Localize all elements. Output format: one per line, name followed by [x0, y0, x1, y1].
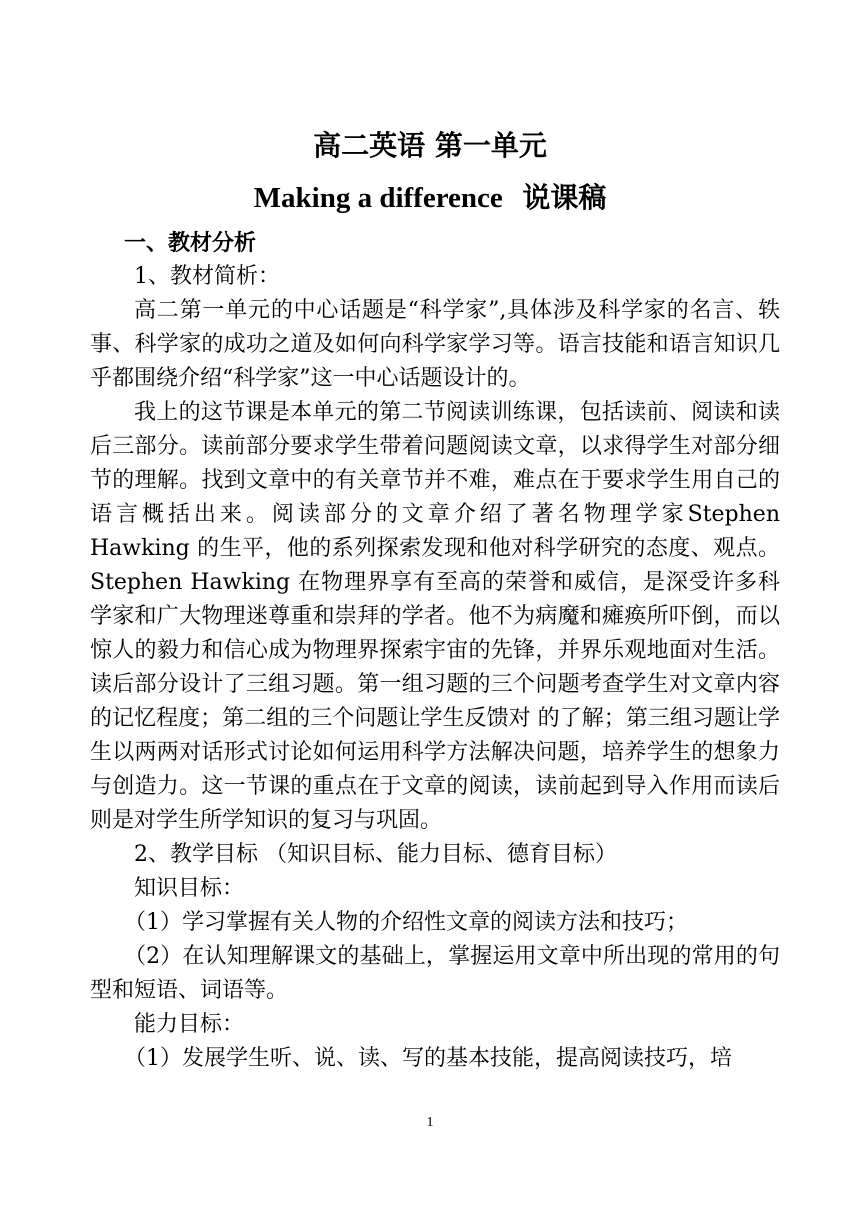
document-title: 高二英语 第一单元: [313, 129, 547, 162]
paragraph-central-topic: 高二第一单元的中心话题是“科学家”,具体涉及科学家的名言、轶事、科学家的成功之道及如何向科学家学习等。语言技能和语言知识几乎都围绕介绍“科学家”这一中心话题设计的。: [90, 298, 780, 391]
section-heading-textbook-analysis: 一、教材分析: [124, 230, 257, 256]
ability-goals-label: 能力目标：: [134, 1012, 245, 1037]
knowledge-goals-label: 知识目标：: [134, 876, 245, 901]
subtitle-chinese: 说课稿: [522, 181, 607, 214]
page-number: 1: [426, 1115, 434, 1130]
subsection-heading-teaching-goals: 2、教学目标 （知识目标、能力目标、德育目标）: [134, 842, 617, 867]
subtitle-spacer: [503, 181, 523, 214]
knowledge-goal-2: （2）在认知理解课文的基础上，掌握运用文章中所出现的常用的句型和短语、词语等。: [90, 944, 780, 1003]
document-subtitle: [0, 180, 860, 216]
subtitle-english: Making a difference: [253, 182, 503, 214]
subsection-heading-textbook-brief: 1、教材简析：: [134, 264, 280, 289]
paragraph-lesson-description: 我上的这节课是本单元的第二节阅读训练课，包括读前、阅读和读后三部分。读前部分要求学生带着问题阅读文章，以求得学生对部分细节的理解。找到文章中的有关章节并不难，难点在于要求学生用自己的语言概括出来。阅读部分的文章介绍了著名物理学家Stephen Hawking 的生平，他的系列探索发现和他对科学研究的态度、观点。 Stephen Hawking 在物理界享有至高的荣誉和威信，是深受许多科学家和广大物理迷尊重和崇拜的学者。他不为病魔和瘫痪所吓倒，而以惊人的毅力和信心成为物理界探索宇宙的先锋，并界乐观地面对生活。读后部分设计了三组习题。第一组习题的三个问题考查学生对文章内容的记忆程度；第二组的三个问题让学生反馈对 的了解；第三组习题让学生以两两对话形式讨论如何运用科学方法解决问题，培养学生的想象力与创造力。这一节课的重点在于文章的阅读，读前起到导入作用而读后则是对学生所学知识的复习与巩固。: [90, 400, 780, 833]
knowledge-goal-1: （1）学习掌握有关人物的介绍性文章的阅读方法和技巧；: [124, 910, 688, 935]
ability-goal-1: （1）发展学生听、说、读、写的基本技能，提高阅读技巧，培: [124, 1046, 732, 1071]
document-body: [90, 226, 780, 1076]
